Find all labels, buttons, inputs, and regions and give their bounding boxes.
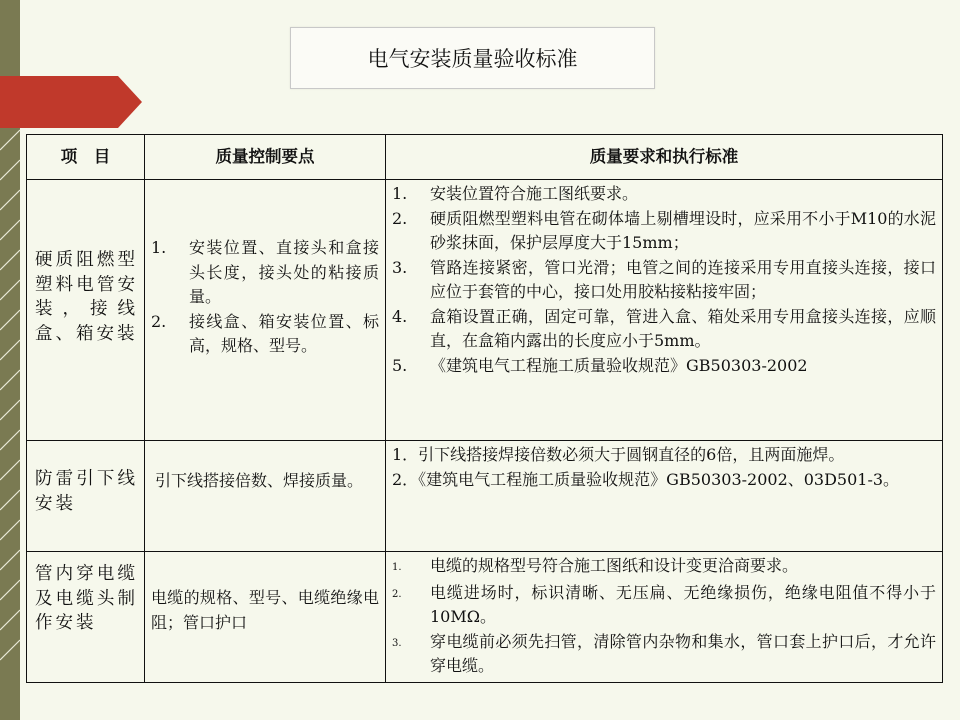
list-item: 1. 电缆的规格型号符合施工图纸和设计变更洽商要求。 bbox=[392, 556, 799, 575]
list-item: 3. 管路连接紧密，管口光滑；电管之间的连接采用专用直接头连接，接口应位于套管的中心，接口处用胶粘接粘接牢固； bbox=[392, 257, 936, 301]
list-item: 5. 《建筑电气工程施工质量验收规范》GB50303-2002 bbox=[392, 355, 808, 375]
header-item: 项 目 bbox=[27, 135, 145, 180]
item-label: 硬质阻燃型塑料电管安装，接线盒、箱安装 bbox=[35, 250, 138, 344]
title-box bbox=[290, 27, 655, 89]
standards-text: 2．《建筑电气工程施工质量验收规范》GB50303-2002、03D501-3。 bbox=[392, 469, 900, 489]
item-cell bbox=[27, 552, 145, 683]
standards-text: 1．引下线搭接焊接倍数必须大于圆钢直径的6倍，且两面施焊。 bbox=[392, 445, 845, 464]
item-cell bbox=[27, 441, 145, 552]
red-arrow-tab bbox=[0, 76, 142, 128]
header-standards: 质量要求和执行标准 bbox=[386, 135, 943, 180]
points-cell bbox=[145, 180, 386, 441]
table-header-row bbox=[27, 135, 943, 180]
standards-list bbox=[392, 554, 936, 679]
standards-list bbox=[392, 182, 936, 378]
item-label: 管内穿电缆及电缆头制作安装 bbox=[35, 564, 138, 633]
quality-standard-table bbox=[26, 134, 943, 683]
table-row bbox=[27, 441, 943, 552]
list-item: 2. 电缆进场时，标识清晰、无压扁、无绝缘损伤，绝缘电阻值不得小于10MΩ。 bbox=[392, 582, 936, 626]
list-item: 1. 安装位置、直接头和盒接头长度，接头处的粘接质量。 bbox=[151, 238, 379, 306]
list-item: 2. 接线盒、箱安装位置、标高，规格、型号。 bbox=[151, 311, 379, 355]
list-item: 4. 盒箱设置正确，固定可靠，管进入盒、箱处采用专用盒接头连接，应顺直，在盒箱内露出的长度应小于5mm。 bbox=[392, 306, 936, 350]
points-list bbox=[151, 186, 379, 359]
header-control-points: 质量控制要点 bbox=[145, 135, 386, 180]
list-item: 2. 硬质阻燃型塑料电管在砌体墙上剔槽埋设时，应采用不小于M10的水泥砂浆抹面，保护层厚度大于15mm； bbox=[392, 208, 936, 252]
standards-cell bbox=[386, 552, 943, 683]
list-item: 1. 安装位置符合施工图纸要求。 bbox=[392, 184, 639, 203]
points-text: 引下线搭接倍数、焊接质量。 bbox=[155, 471, 364, 490]
table-row bbox=[27, 552, 943, 683]
points-text: 电缆的规格、型号、电缆绝缘电阻；管口护口 bbox=[151, 588, 379, 632]
item-cell bbox=[27, 180, 145, 441]
standards-cell bbox=[386, 180, 943, 441]
points-cell bbox=[145, 441, 386, 552]
page-title: 电气安装质量验收标准 bbox=[367, 47, 578, 71]
list-item: 3. 穿电缆前必须先扫管，清除管内杂物和集水，管口套上护口后，才允许穿电缆。 bbox=[392, 631, 936, 675]
standards-cell bbox=[386, 441, 943, 552]
item-label: 防雷引下线安装 bbox=[35, 469, 138, 514]
points-cell bbox=[145, 552, 386, 683]
table-row bbox=[27, 180, 943, 441]
